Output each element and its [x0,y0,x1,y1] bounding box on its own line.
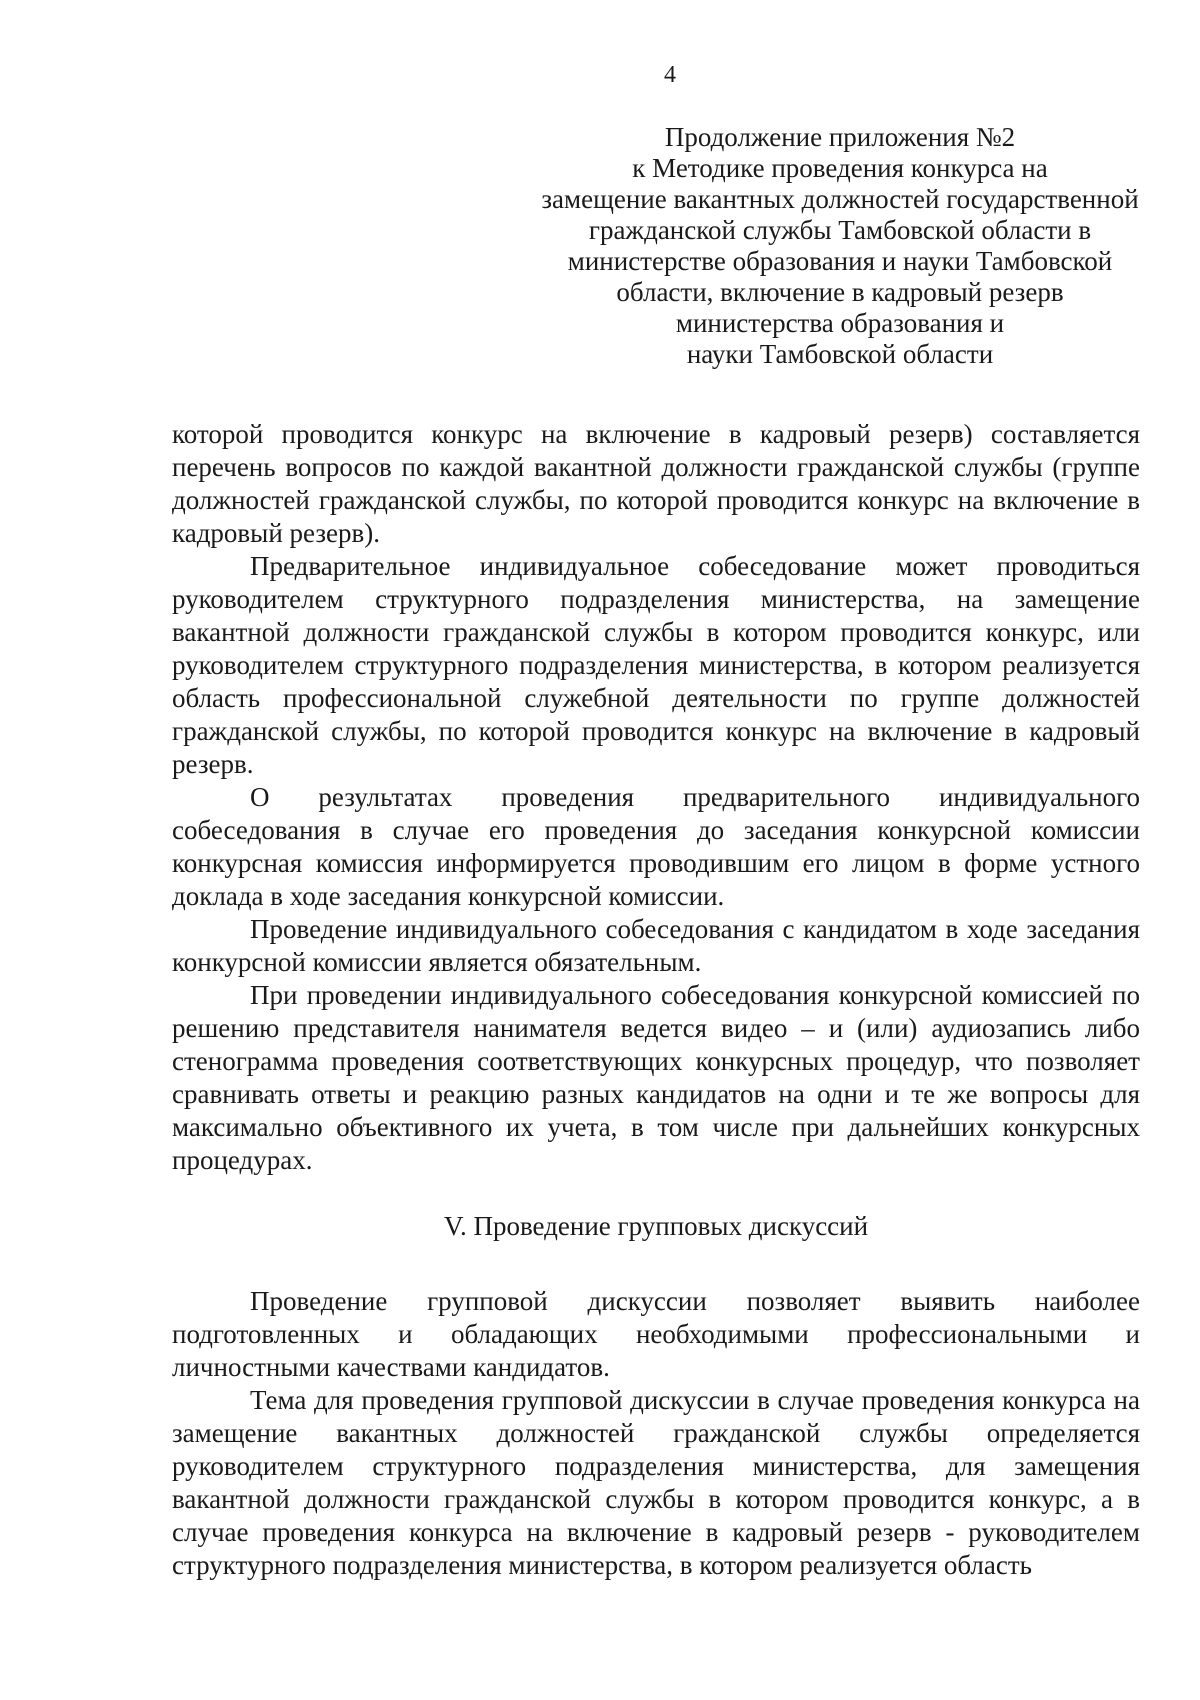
paragraph: Проведение индивидуального собеседования с кандидатом в ходе заседания конкурсной комиссии является обязательным. [172,914,1140,977]
body-text [172,418,1140,1177]
appendix-header-line: Продолжение приложения №2 [664,122,1016,152]
paragraph: которой проводится конкурс на включение в кадровый резерв) составляется перечень вопросов по каждой вакантной должности гражданской службы (группе должностей гражданской службы, по которой проводится конкурс на включение в кадровый резерв). [172,419,1140,548]
paragraph: Проведение групповой дискуссии позволяет выявить наиболее подготовленных и обладающих необходимыми профессиональными и личностными качествами кандидатов. [172,1286,1140,1382]
section-body-text [172,1285,1140,1582]
paragraph: О результатах проведения предварительного индивидуального собеседования в случае его проведения до заседания конкурсной комиссии конкурсная комиссия информируется проводившим его лицом в форме устного доклада в ходе заседания конкурсной комиссии. [172,782,1140,911]
appendix-header-line: гражданской службы Тамбовской области в [588,215,1092,245]
section-heading: V. Проведение групповых дискуссий [443,1211,869,1241]
appendix-header-line: замещение вакантных должностей государственной [541,184,1139,214]
appendix-header-line: министерства образования и [675,308,1005,338]
appendix-header-line: науки Тамбовской области [686,339,994,369]
paragraph: Тема для проведения групповой дискуссии в случае проведения конкурса на замещение вакантных должностей гражданской службы определяется руководителем структурного подразделения министерства, для замещения вакантной должности гражданской службы в котором проводится конкурс, а в случае проведения конкурса на включение в кадровый резерв - руководителем структурного подразделения министерства, в котором реализуется область [172,1385,1140,1580]
appendix-header-line: к Методике проведения конкурса на [632,153,1048,183]
appendix-header [510,122,1170,370]
appendix-header-line: министерстве образования и науки Тамбовской [567,246,1113,276]
appendix-header-line: области, включение в кадровый резерв [616,277,1064,307]
paragraph: При проведении индивидуального собеседования конкурсной комиссией по решению представителя нанимателя ведется видео – и (или) аудиозапись либо стенограмма проведения соответствующих конкурсных процедур, что позволяет сравнивать ответы и реакцию разных кандидатов на одни и те же вопросы для максимально объективного их учета, в том числе при дальнейших конкурсных процедурах. [172,980,1140,1175]
paragraph: Предварительное индивидуальное собеседование может проводиться руководителем структурного подразделения министерства, на замещение вакантной должности гражданской службы в котором проводится конкурс, или руководителем структурного подразделения министерства, в котором реализуется область профессиональной служебной деятельности по группе должностей гражданской службы, по которой проводится конкурс на включение в кадровый резерв. [172,551,1140,779]
page-number: 4 [664,62,676,88]
